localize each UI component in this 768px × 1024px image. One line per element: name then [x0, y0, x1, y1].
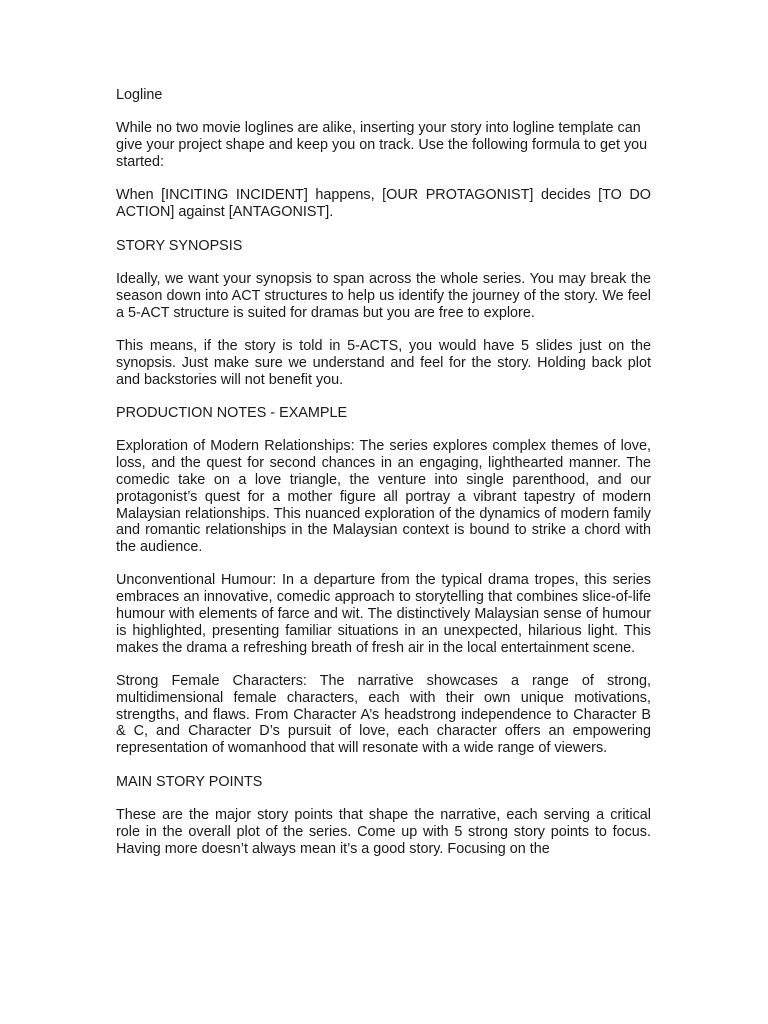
production-notes-paragraph-3: Strong Female Characters: The narrative showcases a range of strong, multidimensional female characters, each with their own unique motivations, strengths, and flaws. From Character A’s headstrong independence to Character B & C, and Character D’s pursuit of love, each character offers an empowering representation of womanhood that will resonate with a wide range of viewers.	[116, 673, 651, 757]
synopsis-paragraph-1: Ideally, we want your synopsis to span across the whole series. You may break the season down into ACT structures to help us identify the journey of the story. We feel a 5-ACT structure is suited for dramas but you are free to explore.	[116, 270, 651, 321]
synopsis-paragraph-2: This means, if the story is told in 5-ACTS, you would have 5 slides just on the synopsis. Just make sure we understand and feel for the story. Holding back plot and backstories will not benefit you.	[116, 337, 651, 388]
main-story-points-heading: MAIN STORY POINTS	[116, 773, 263, 790]
production-notes-paragraph-2: Unconventional Humour: In a departure from the typical drama tropes, this series embraces an innovative, comedic approach to storytelling that combines slice-of-life humour with elements of farce and wit. The distinctively Malaysian sense of humour is highlighted, presenting familiar situations in an unexpected, hilarious light. This makes the drama a refreshing breath of fresh air in the local entertainment scene.	[116, 572, 651, 656]
main-story-points-paragraph: These are the major story points that shape the narrative, each serving a critical role in the overall plot of the series. Come up with 5 strong story points to focus. Having more doesn’t always mean it’s a good story. Focusing on the	[116, 807, 651, 857]
synopsis-heading: STORY SYNOPSIS	[116, 237, 243, 254]
document-page	[116, 87, 651, 874]
production-notes-paragraph-1: Exploration of Modern Relationships: The series explores complex themes of love, loss, and the quest for second chances in an engaging, lighthearted manner. The comedic take on a love triangle, the venture into single parenthood, and our protagonist’s quest for a mother figure all portray a vibrant tapestry of modern Malaysian relationships. This nuanced exploration of the dynamics of modern family and romantic relationships in the Malaysian context is bound to strike a chord with the audience.	[116, 438, 651, 556]
logline-intro-paragraph: While no two movie loglines are alike, inserting your story into logline template can give your project shape and keep you on track. Use the following formula to get you started:	[116, 120, 648, 170]
logline-heading: Logline	[116, 87, 163, 103]
logline-formula-paragraph: When [INCITING INCIDENT] happens, [OUR PROTAGONIST] decides [TO DO ACTION] against [ANTAGONIST].	[116, 187, 651, 221]
production-notes-heading: PRODUCTION NOTES - EXAMPLE	[116, 404, 348, 421]
